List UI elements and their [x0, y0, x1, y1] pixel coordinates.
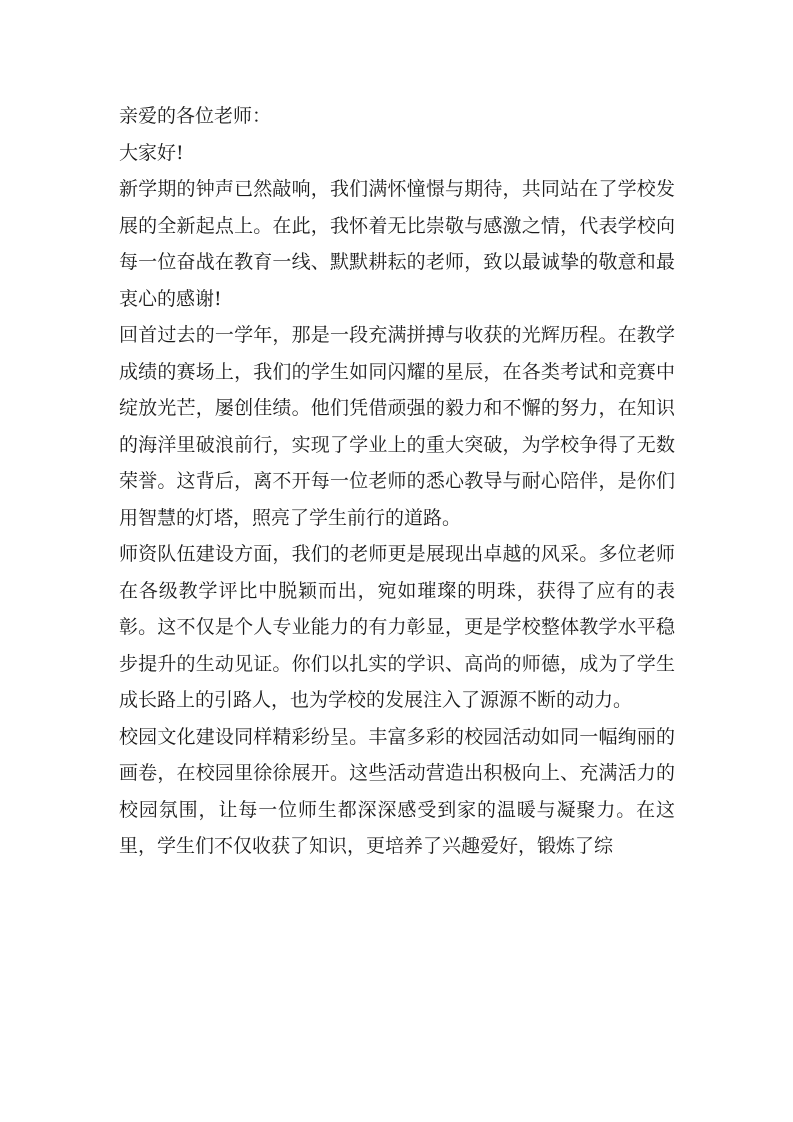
greeting: 大家好! [119, 141, 184, 164]
paragraph: 回首过去的一学年，那是一段充满拼搏与收获的光辉历程。在教学成绩的赛场上，我们的学生如同闪耀的星辰，在各类考试和竞赛中绽放光芒，屡创佳绩。他们凭借顽强的毅力和不懈的努力，在知识的海洋里破浪前行，实现了学业上的重大突破，为学校争得了无数荣誉。这背后，离不开每一位老师的悉心教导与耐心陪伴，是你们用智慧的灯塔，照亮了学生前行的道路。 [119, 324, 675, 529]
salutation: 亲爱的各位老师： [119, 105, 272, 127]
paragraph: 校园文化建设同样精彩纷呈。丰富多彩的校园活动如同一幅绚丽的画卷，在校园里徐徐展开。这些活动营造出积极向上、充满活力的校园氛围，让每一位师生都深深感受到家的温暖与凝聚力。在这里，学生们不仅收获了知识，更培养了兴趣爱好，锻炼了综 [119, 725, 675, 857]
letter-body [119, 98, 675, 865]
paragraph: 新学期的钟声已然敲响，我们满怀憧憬与期待，共同站在了学校发展的全新起点上。在此，我怀着无比崇敬与感激之情，代表学校向每一位奋战在教育一线、默默耕耘的老师，致以最诚挚的敬意和最衷心的感谢! [119, 178, 675, 310]
paragraph: 师资队伍建设方面，我们的老师更是展现出卓越的风采。多位老师在各级教学评比中脱颖而出，宛如璀璨的明珠，获得了应有的表彰。这不仅是个人专业能力的有力彰显，更是学校整体教学水平稳步提升的生动见证。你们以扎实的学识、高尚的师德，成为了学生成长路上的引路人，也为学校的发展注入了源源不断的动力。 [119, 543, 675, 711]
